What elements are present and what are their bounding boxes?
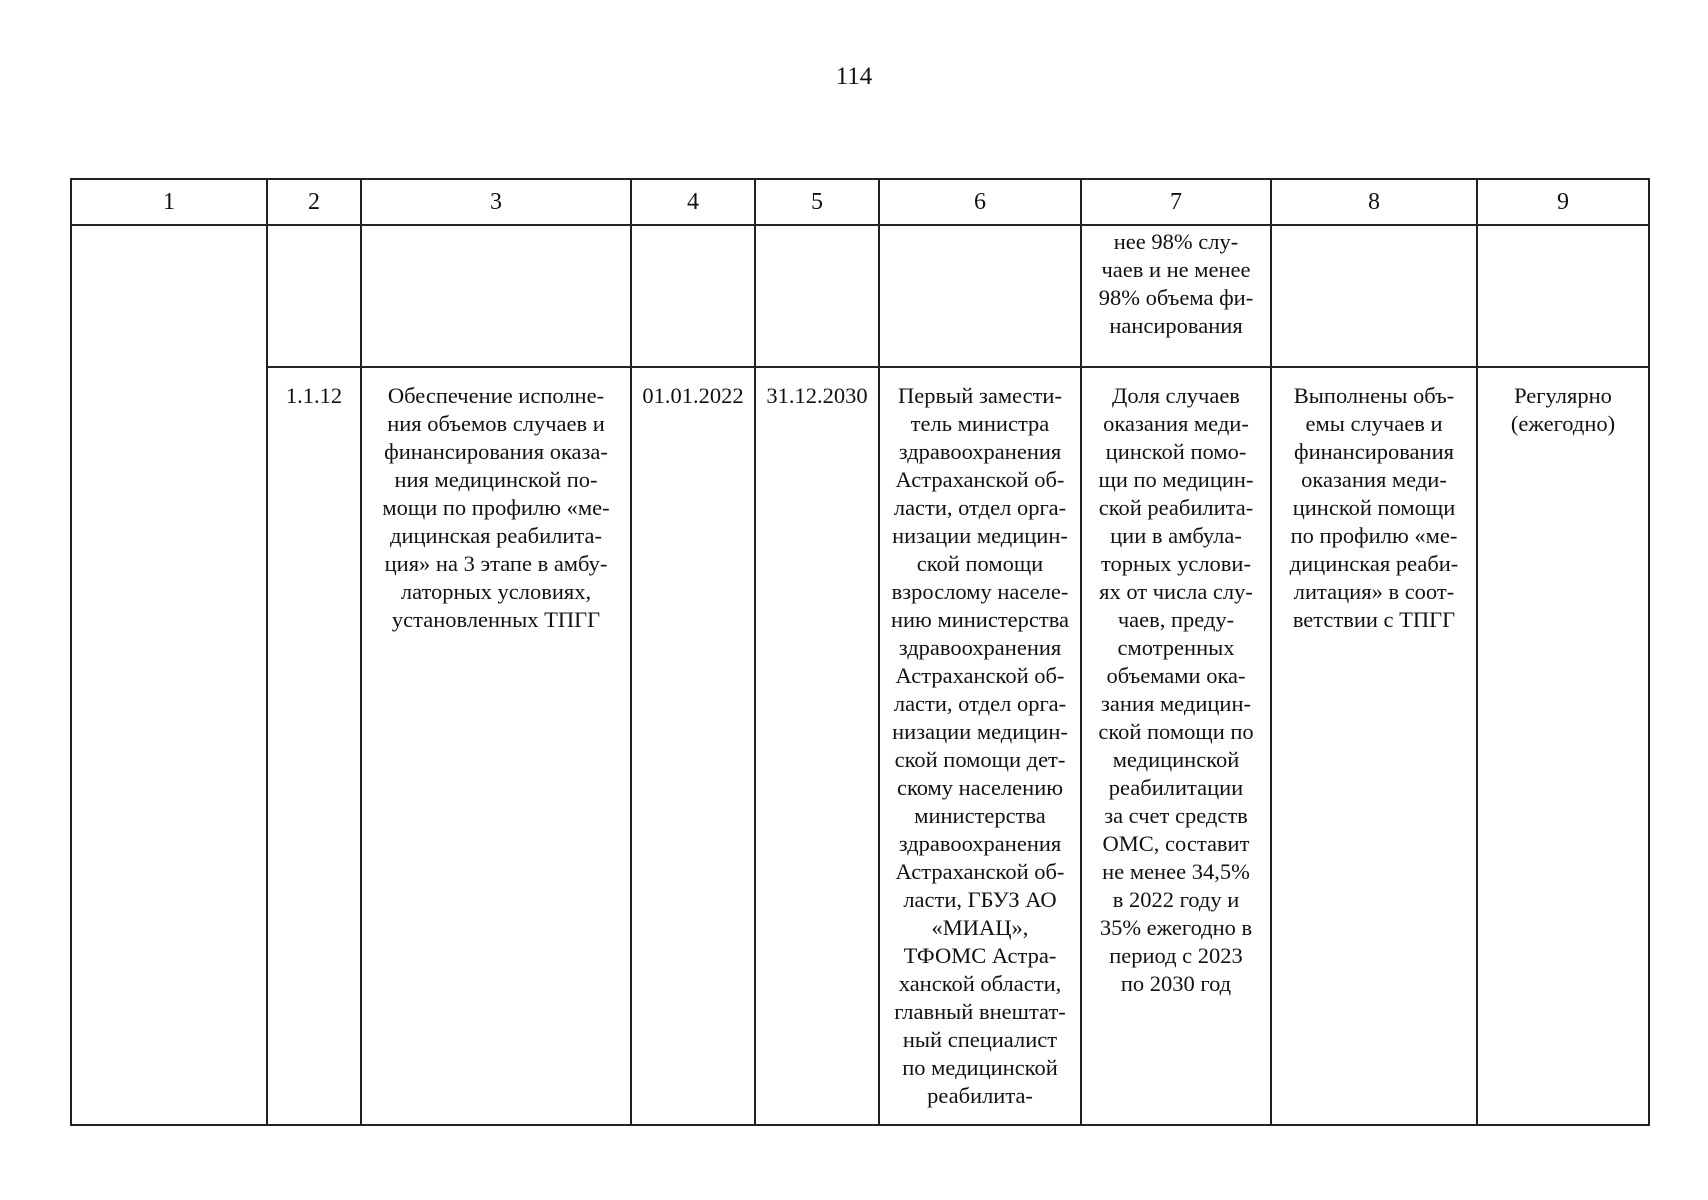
header-col-7: 7	[1081, 179, 1271, 225]
header-col-5: 5	[755, 179, 879, 225]
cell-row-number: 1.1.12	[267, 367, 361, 1125]
table-header-row	[71, 179, 1649, 225]
cell-empty	[361, 225, 631, 367]
cell-empty	[1477, 225, 1649, 367]
cell-empty	[1271, 225, 1477, 367]
cell-empty	[755, 225, 879, 367]
table-row-continuation	[71, 225, 1649, 367]
table-row	[71, 367, 1649, 1125]
plan-table	[70, 178, 1650, 1126]
header-col-4: 4	[631, 179, 755, 225]
cell-empty	[631, 225, 755, 367]
cell-responsible: Первый замести- тель министра здравоохранения Астраханской об- ласти, отдел орга- низации медицин- ской помощи взрослому населе- нию министерства здравоохранения Астраханской об- ласти, отдел орга- низации медицин- ской помощи дет- скому населению министерства здравоохранения Астраханской об- ласти, ГБУЗ АО «МИАЦ», ТФОМС Астра- ханской области, главный внештат- ный специалист по медицинской реабилита-	[879, 367, 1081, 1125]
header-col-8: 8	[1271, 179, 1477, 225]
cell-start-date: 01.01.2022	[631, 367, 755, 1125]
page-number: 114	[835, 63, 873, 90]
header-col-2: 2	[267, 179, 361, 225]
cell-empty	[879, 225, 1081, 367]
header-col-9: 9	[1477, 179, 1649, 225]
cell-result: Выполнены объ- емы случаев и финансирования оказания меди- цинской помощи по профилю «ме- дицинская реаби- литация» в соот- ветствии с ТПГГ	[1271, 367, 1477, 1125]
cell-end-date: 31.12.2030	[755, 367, 879, 1125]
cell-section	[71, 225, 267, 1125]
cell-indicator-continued: нее 98% слу- чаев и не менее 98% объема фи- нансирования	[1081, 225, 1271, 367]
cell-empty	[267, 225, 361, 367]
cell-task: Обеспечение исполне- ния объемов случаев и финансирования оказа- ния медицинской по- мощи по профилю «ме- дицинская реабилита- ция» на 3 этапе в амбу- латорных условиях, установленных ТПГГ	[361, 367, 631, 1125]
cell-periodicity: Регулярно (ежегодно)	[1477, 367, 1649, 1125]
header-col-6: 6	[879, 179, 1081, 225]
header-col-1: 1	[71, 179, 267, 225]
cell-indicator: Доля случаев оказания меди- цинской помо- щи по медицин- ской реабилита- ции в амбула- торных услови- ях от числа слу- чаев, преду- смотренных объемами ока- зания медицин- ской помощи по медицинской реабилитации за счет средств ОМС, составит не менее 34,5% в 2022 году и 35% ежегодно в период с 2023 по 2030 год	[1081, 367, 1271, 1125]
header-col-3: 3	[361, 179, 631, 225]
